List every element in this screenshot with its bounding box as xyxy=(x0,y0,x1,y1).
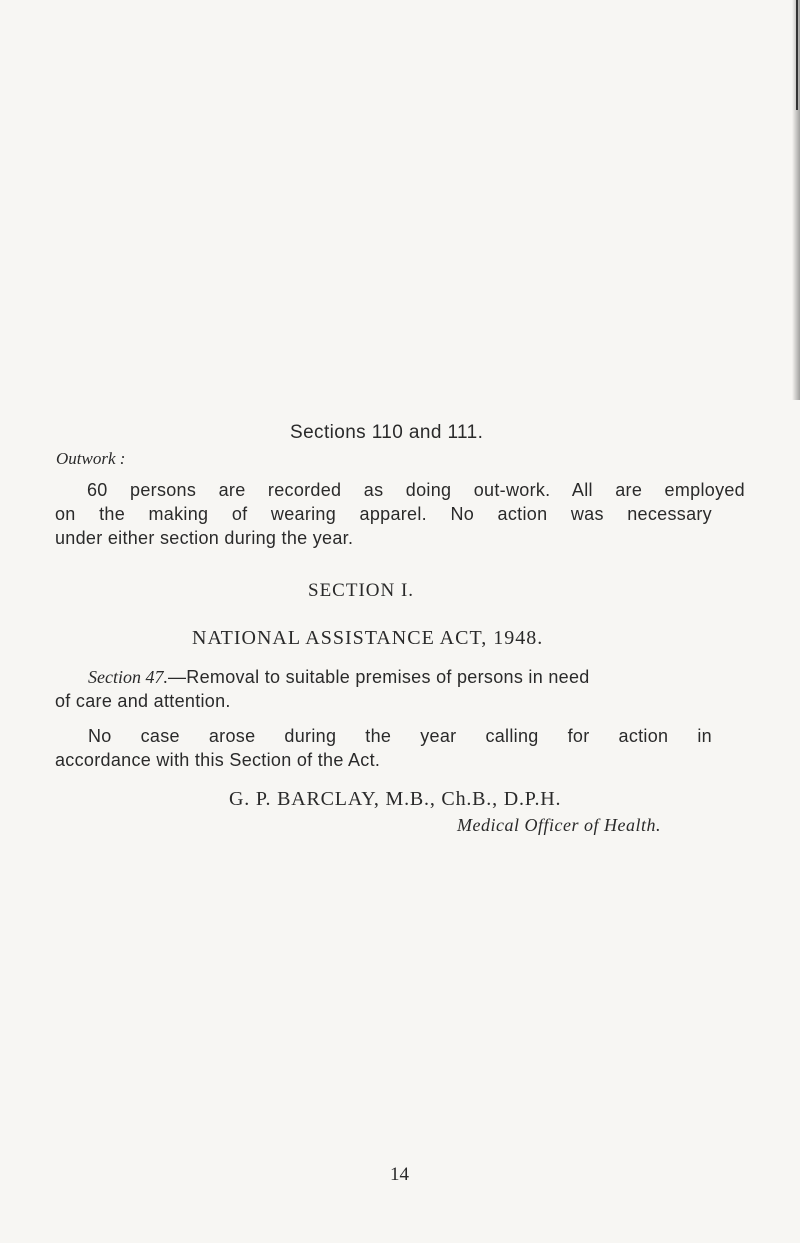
paragraph2-line2: accordance with this Section of the Act. xyxy=(55,750,381,770)
paragraph2-line1: No case arose during the year calling for action in xyxy=(88,726,712,746)
paragraph1-line1: 60 persons are recorded as doing out-work. All are employed xyxy=(87,480,745,500)
section47-text: —Removal to suitable premises of persons in need xyxy=(167,667,590,687)
section47-line2: of care and attention. xyxy=(55,691,231,711)
sections-heading: Sections 110 and 111. xyxy=(290,422,484,443)
signature-name: G. P. BARCLAY, M.B., Ch.B., D.P.H. xyxy=(229,788,562,810)
section47-line1 xyxy=(88,666,712,688)
signature-title: Medical Officer of Health. xyxy=(457,815,661,835)
section-heading: SECTION I. xyxy=(308,580,415,601)
page-number: 14 xyxy=(390,1164,409,1185)
section47-label: Section 47. xyxy=(88,667,168,687)
page-edge-line xyxy=(796,0,798,110)
paragraph1-line3: under either section during the year. xyxy=(55,528,354,548)
act-heading: NATIONAL ASSISTANCE ACT, 1948. xyxy=(192,627,544,649)
paragraph1-line2: on the making of wearing apparel. No action was necessary xyxy=(55,504,712,524)
outwork-label: Outwork : xyxy=(56,449,126,468)
